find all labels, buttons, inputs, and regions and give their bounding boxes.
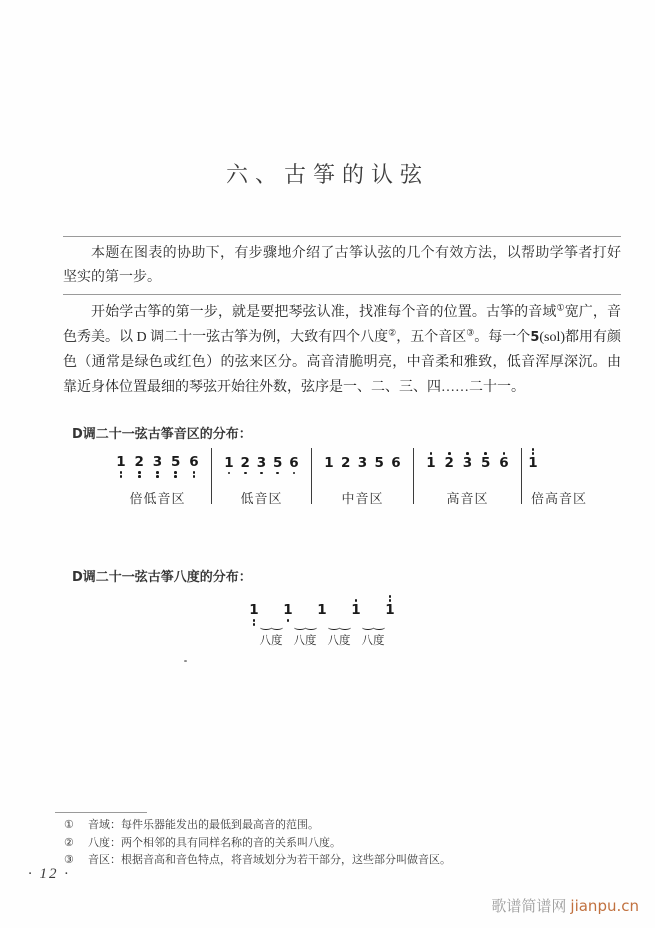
octave-dot-below (120, 475, 123, 478)
footnote-2 (64, 835, 604, 853)
note-digit: 1 (385, 602, 395, 618)
note-digit: 5 (374, 454, 384, 471)
octave-dot-below (156, 471, 159, 474)
footnote-ref-1: ① (556, 302, 565, 313)
jianpu-note-6 (391, 448, 401, 478)
watermark (491, 895, 639, 916)
octave-dot-above (389, 595, 392, 598)
jianpu-note-1 (324, 448, 334, 478)
jianpu-note-1 (351, 594, 361, 627)
region-diagram (104, 448, 596, 504)
octave-dot-below (244, 472, 247, 475)
footnote-marker: ① (64, 819, 74, 831)
note-digit: 1 (528, 454, 538, 471)
octave-dot-above (532, 448, 535, 451)
slur-brace-icon (362, 625, 384, 630)
jianpu-note-1 (224, 448, 234, 478)
footnote-text: 八度：两个相邻的具有同样名称的音的关系叫八度。 (88, 836, 341, 849)
footnote-1 (64, 817, 604, 835)
octave-note-cell (305, 594, 339, 627)
note-digit: 1 (351, 602, 361, 618)
watermark-site-url: jianpu.cn (570, 897, 639, 915)
jianpu-note-2 (134, 448, 144, 478)
octave-interval-label: 八度 (361, 635, 385, 647)
scan-speck (184, 660, 187, 662)
octave-dot-below (193, 475, 196, 478)
intro-box (63, 236, 621, 295)
octave-note-cell (271, 594, 305, 627)
region-group-1 (104, 448, 212, 504)
note-digit: 6 (189, 454, 199, 471)
jianpu-note-1 (426, 448, 436, 478)
jianpu-note-6 (189, 448, 199, 478)
jianpu-note-1 (317, 594, 327, 627)
octave-interval-label: 八度 (293, 635, 317, 647)
region-group-3 (312, 448, 414, 504)
slur-brace-icon (294, 625, 316, 630)
octave-dot-below (260, 472, 263, 475)
watermark-site-name: 歌谱简谱网 (491, 897, 567, 915)
jianpu-note-5 (481, 448, 491, 478)
region-group-5 (522, 448, 596, 504)
region-group-notes (414, 448, 521, 478)
page-title: 六、古筝的认弦 (225, 162, 429, 187)
octave-dot-below (293, 472, 296, 475)
region-group-label: 倍低音区 (129, 491, 186, 506)
octave-dot-below (138, 471, 141, 474)
note-digit: 3 (462, 454, 473, 471)
jianpu-note-5 (374, 448, 384, 478)
note-digit: 6 (499, 454, 509, 471)
region-group-label: 低音区 (240, 491, 283, 506)
footnote-text: 音区：根据音高和音色特点，将音域划分为若干部分，这些部分叫做音区。 (88, 854, 451, 866)
region-group-notes (522, 448, 596, 478)
note-digit: 3 (152, 454, 163, 471)
note-digit: 3 (256, 454, 267, 471)
octave-note-cell (237, 594, 271, 627)
page-number: · 12 · (28, 866, 70, 882)
jianpu-note-1 (528, 448, 538, 478)
note-digit: 1 (116, 454, 126, 471)
footnote-text: 音域：每件乐器能发出的最低到最高音的范围。 (88, 819, 319, 831)
octave-dot-below (253, 619, 256, 622)
brace-arc (260, 625, 272, 630)
note-digit: 2 (134, 454, 144, 471)
note-digit: 5 (171, 454, 181, 471)
octave-interval-label: 八度 (259, 635, 283, 647)
octave-dot-below (174, 475, 177, 478)
region-group-2 (212, 448, 312, 504)
octave-dot-below (138, 475, 141, 478)
jianpu-note-2 (444, 448, 454, 478)
octave-dot-below (276, 472, 279, 475)
jianpu-note-3 (463, 448, 473, 478)
brace-arc (373, 625, 385, 630)
octave-interval (288, 625, 322, 648)
body-text-segment: (sol)都用有颜色（通常是绿色或红色）的弦来区分。高音清脆明亮，中音柔和雅致，低音浑厚深沉。由靠近身体位置最细的琴弦开始往外数，弦序是一、二、三、四……二十一。 (63, 330, 622, 395)
brace-arc (339, 625, 351, 630)
octave-interval-label: 八度 (327, 635, 351, 647)
footnote-separator (55, 812, 147, 813)
jianpu-note-2 (341, 448, 351, 478)
octave-interval (322, 625, 356, 648)
octave-note-cell (373, 594, 407, 627)
octave-dot-below (287, 619, 290, 622)
octave-dot-below (156, 475, 159, 478)
region-group-label: 倍高音区 (530, 491, 587, 506)
octave-interval (254, 625, 288, 648)
note-digit: 1 (426, 454, 436, 471)
brace-arc (328, 625, 340, 630)
octave-note-cell (339, 594, 373, 627)
brace-arc (305, 625, 317, 630)
body-paragraph (63, 300, 621, 400)
jianpu-note-1 (385, 594, 395, 627)
region-group-notes (312, 448, 413, 478)
jianpu-note-5 (171, 448, 181, 478)
octave-notes-row (237, 594, 407, 627)
note-digit: 6 (391, 454, 401, 471)
jianpu-note-3 (358, 448, 368, 478)
slur-brace-icon (328, 625, 350, 630)
region-group-notes (104, 448, 211, 478)
jianpu-note-1 (283, 594, 293, 627)
footnote-marker: ② (64, 836, 74, 849)
note-digit: 1 (224, 454, 234, 471)
note-digit: 2 (341, 454, 351, 471)
note-digit: 1 (324, 454, 334, 471)
body-text-segment: 。每一个 (474, 330, 531, 345)
note-digit: 1 (317, 602, 327, 618)
octave-interval (356, 625, 390, 648)
octave-dot-below (193, 471, 196, 474)
jianpu-note-6 (499, 448, 509, 478)
note-digit: 2 (240, 454, 250, 471)
footnotes (64, 817, 604, 870)
body-text-segment: ，五个音区 (396, 330, 467, 345)
jianpu-note-1 (116, 448, 126, 478)
slur-brace-icon (260, 625, 282, 630)
region-group-label: 中音区 (341, 491, 384, 506)
octave-dot-below (174, 471, 177, 474)
footnote-3 (64, 852, 604, 870)
brace-arc (294, 625, 306, 630)
octave-dot-below (228, 472, 231, 475)
note-digit: 6 (289, 454, 299, 471)
note-digit: 2 (444, 454, 454, 471)
region-group-4 (414, 448, 522, 504)
region-group-label: 高音区 (446, 491, 489, 506)
jianpu-note-3 (257, 448, 267, 478)
jianpu-note-5 (273, 448, 283, 478)
jianpu-note-6 (289, 448, 299, 478)
brace-arc (362, 625, 374, 630)
octave-diagram-caption: D调二十一弦古筝八度的分布： (72, 570, 252, 585)
bold-note-5: 5 (530, 330, 540, 345)
octave-intervals-row (254, 625, 407, 648)
jianpu-note-2 (240, 448, 250, 478)
region-group-notes (212, 448, 311, 478)
octave-dot-below (120, 471, 123, 474)
note-digit: 3 (357, 454, 368, 471)
footnote-ref-2: ② (388, 327, 397, 338)
note-digit: 1 (249, 602, 259, 618)
note-digit: 5 (481, 454, 491, 471)
note-digit: 5 (273, 454, 283, 471)
body-text-segment: 宽广，音色秀美。以 D 调二十一弦古筝为例，大致有四个八度 (63, 305, 622, 345)
region-diagram-caption: D调二十一弦古筝音区的分布： (72, 427, 252, 442)
intro-text: 本题在图表的协助下，有步骤地介绍了古筝认弦的几个有效方法，以帮助学筝者打好坚实的第一步。 (63, 246, 621, 285)
footnote-marker: ③ (64, 854, 74, 866)
jianpu-note-1 (249, 594, 259, 627)
footnote-ref-3: ③ (466, 327, 475, 338)
body-text-segment: 开始学古筝的第一步，就是要把琴弦认准，找准每个音的位置。古筝的音域 (91, 305, 557, 320)
octave-diagram (237, 594, 407, 648)
note-digit: 1 (283, 602, 293, 618)
brace-arc (271, 625, 283, 630)
jianpu-note-3 (153, 448, 163, 478)
